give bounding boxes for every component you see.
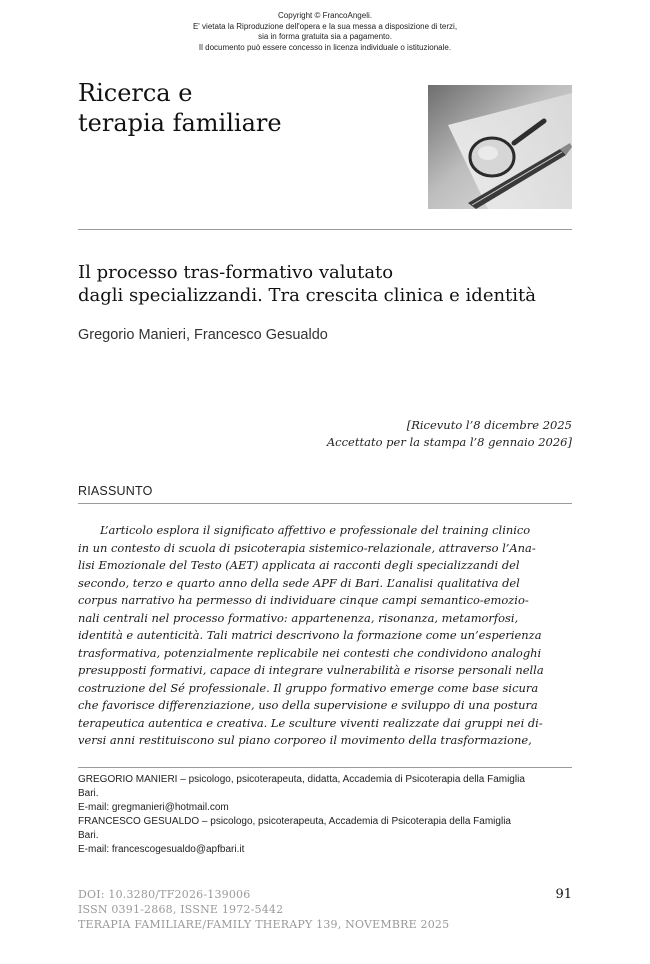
abstract-line: corpus narrativo ha permesso di individuare cinque campi semantico-emozio- <box>78 593 529 607</box>
abstract-line: presupposti formativi, capace di integrare vulnerabilità e risorse personali nella <box>78 663 544 677</box>
author-note-line: GREGORIO MANIERI – psicologo, psicoterapeuta, didatta, Accademia di Psicoterapia della Famiglia <box>78 774 525 785</box>
footnote-divider <box>78 767 572 768</box>
copyright-line: Il documento può essere concesso in licenza individuale o istituzionale. <box>198 42 452 52</box>
abstract-body <box>78 522 572 750</box>
journal-issue: TERAPIA FAMILIARE/FAMILY THERAPY 139, NOVEMBRE 2025 <box>78 918 450 931</box>
abstract-line: in un contesto di scuola di psicoterapia sistemico-relazionale, attraverso l’Ana- <box>78 540 536 555</box>
journal-title-line: terapia familiare <box>78 109 282 137</box>
article-authors: Gregorio Manieri, Francesco Gesualdo <box>78 327 328 343</box>
author-note-line: FRANCESCO GESUALDO – psicologo, psicoterapeuta, Accademia di Psicoterapia della Famiglia <box>78 816 511 827</box>
abstract-line: terapeutica autentica e creativa. Le sculture viventi realizzate dai gruppi nei di- <box>78 715 543 730</box>
copyright-notice <box>0 11 650 53</box>
received-line: [Ricevuto l’8 dicembre 2025 <box>406 418 572 432</box>
article-title <box>78 261 536 307</box>
page-number: 91 <box>555 887 572 902</box>
doi: DOI: 10.3280/TF2026-139006 <box>78 888 251 901</box>
journal-title-line: Ricerca e <box>78 79 193 107</box>
author-email: E-mail: gregmanieri@hotmail.com <box>78 802 229 813</box>
abstract-line: che favorisce differenziazione, uso della supervisione e sviluppo di una postura <box>78 698 538 712</box>
accepted-line: Accettato per la stampa l’8 gennaio 2026] <box>326 435 572 449</box>
copyright-line: sia in forma gratuita sia a pagamento. <box>258 32 392 41</box>
received-dates <box>327 417 572 451</box>
copyright-line: E' vietata la Riproduzione dell'opera e la sua messa a disposizione di terzi, <box>192 21 458 31</box>
abstract-line: identità e autenticità. Tali matrici descrivono la formazione come un’esperienza <box>78 628 542 642</box>
copyright-line: Copyright © FrancoAngeli. <box>278 11 372 20</box>
journal-title <box>78 78 282 138</box>
abstract-line: secondo, terzo e quarto anno della sede APF di Bari. L’analisi qualitativa del <box>78 575 520 590</box>
abstract-line: costruzione del Sé professionale. Il gruppo formativo emerge come base sicura <box>78 680 539 695</box>
abstract-line: L’articolo esplora il significato affettivo e professionale del training clinico <box>100 523 531 537</box>
article-title-line: dagli specializzandi. Tra crescita clinica e identità <box>78 285 537 306</box>
publication-footer <box>78 887 449 932</box>
abstract-line: lisi Emozionale del Testo (AET) applicata ai racconti degli specializzandi del <box>78 558 520 572</box>
abstract-line: nali centrali nel processo formativo: appartenenza, risonanza, metamorfosi, <box>78 610 519 625</box>
abstract-divider <box>78 503 572 504</box>
author-email: E-mail: francescogesualdo@apfbari.it <box>78 844 245 855</box>
header-divider <box>78 229 572 230</box>
author-notes <box>78 773 572 857</box>
abstract-line: versi anni restituiscono sul piano corporeo il movimento della trasformazione, <box>78 733 532 747</box>
abstract-heading: RIASSUNTO <box>78 484 153 498</box>
author-note-line: Bari. <box>78 830 99 841</box>
header-illustration <box>428 85 572 209</box>
article-title-line: Il processo tras-formativo valutato <box>78 262 394 283</box>
issn: ISSN 0391-2868, ISSNE 1972-5442 <box>78 903 284 916</box>
abstract-line: trasformativa, potenzialmente replicabile nei contesti che condividono analoghi <box>78 645 542 660</box>
author-note-line: Bari. <box>78 788 99 799</box>
